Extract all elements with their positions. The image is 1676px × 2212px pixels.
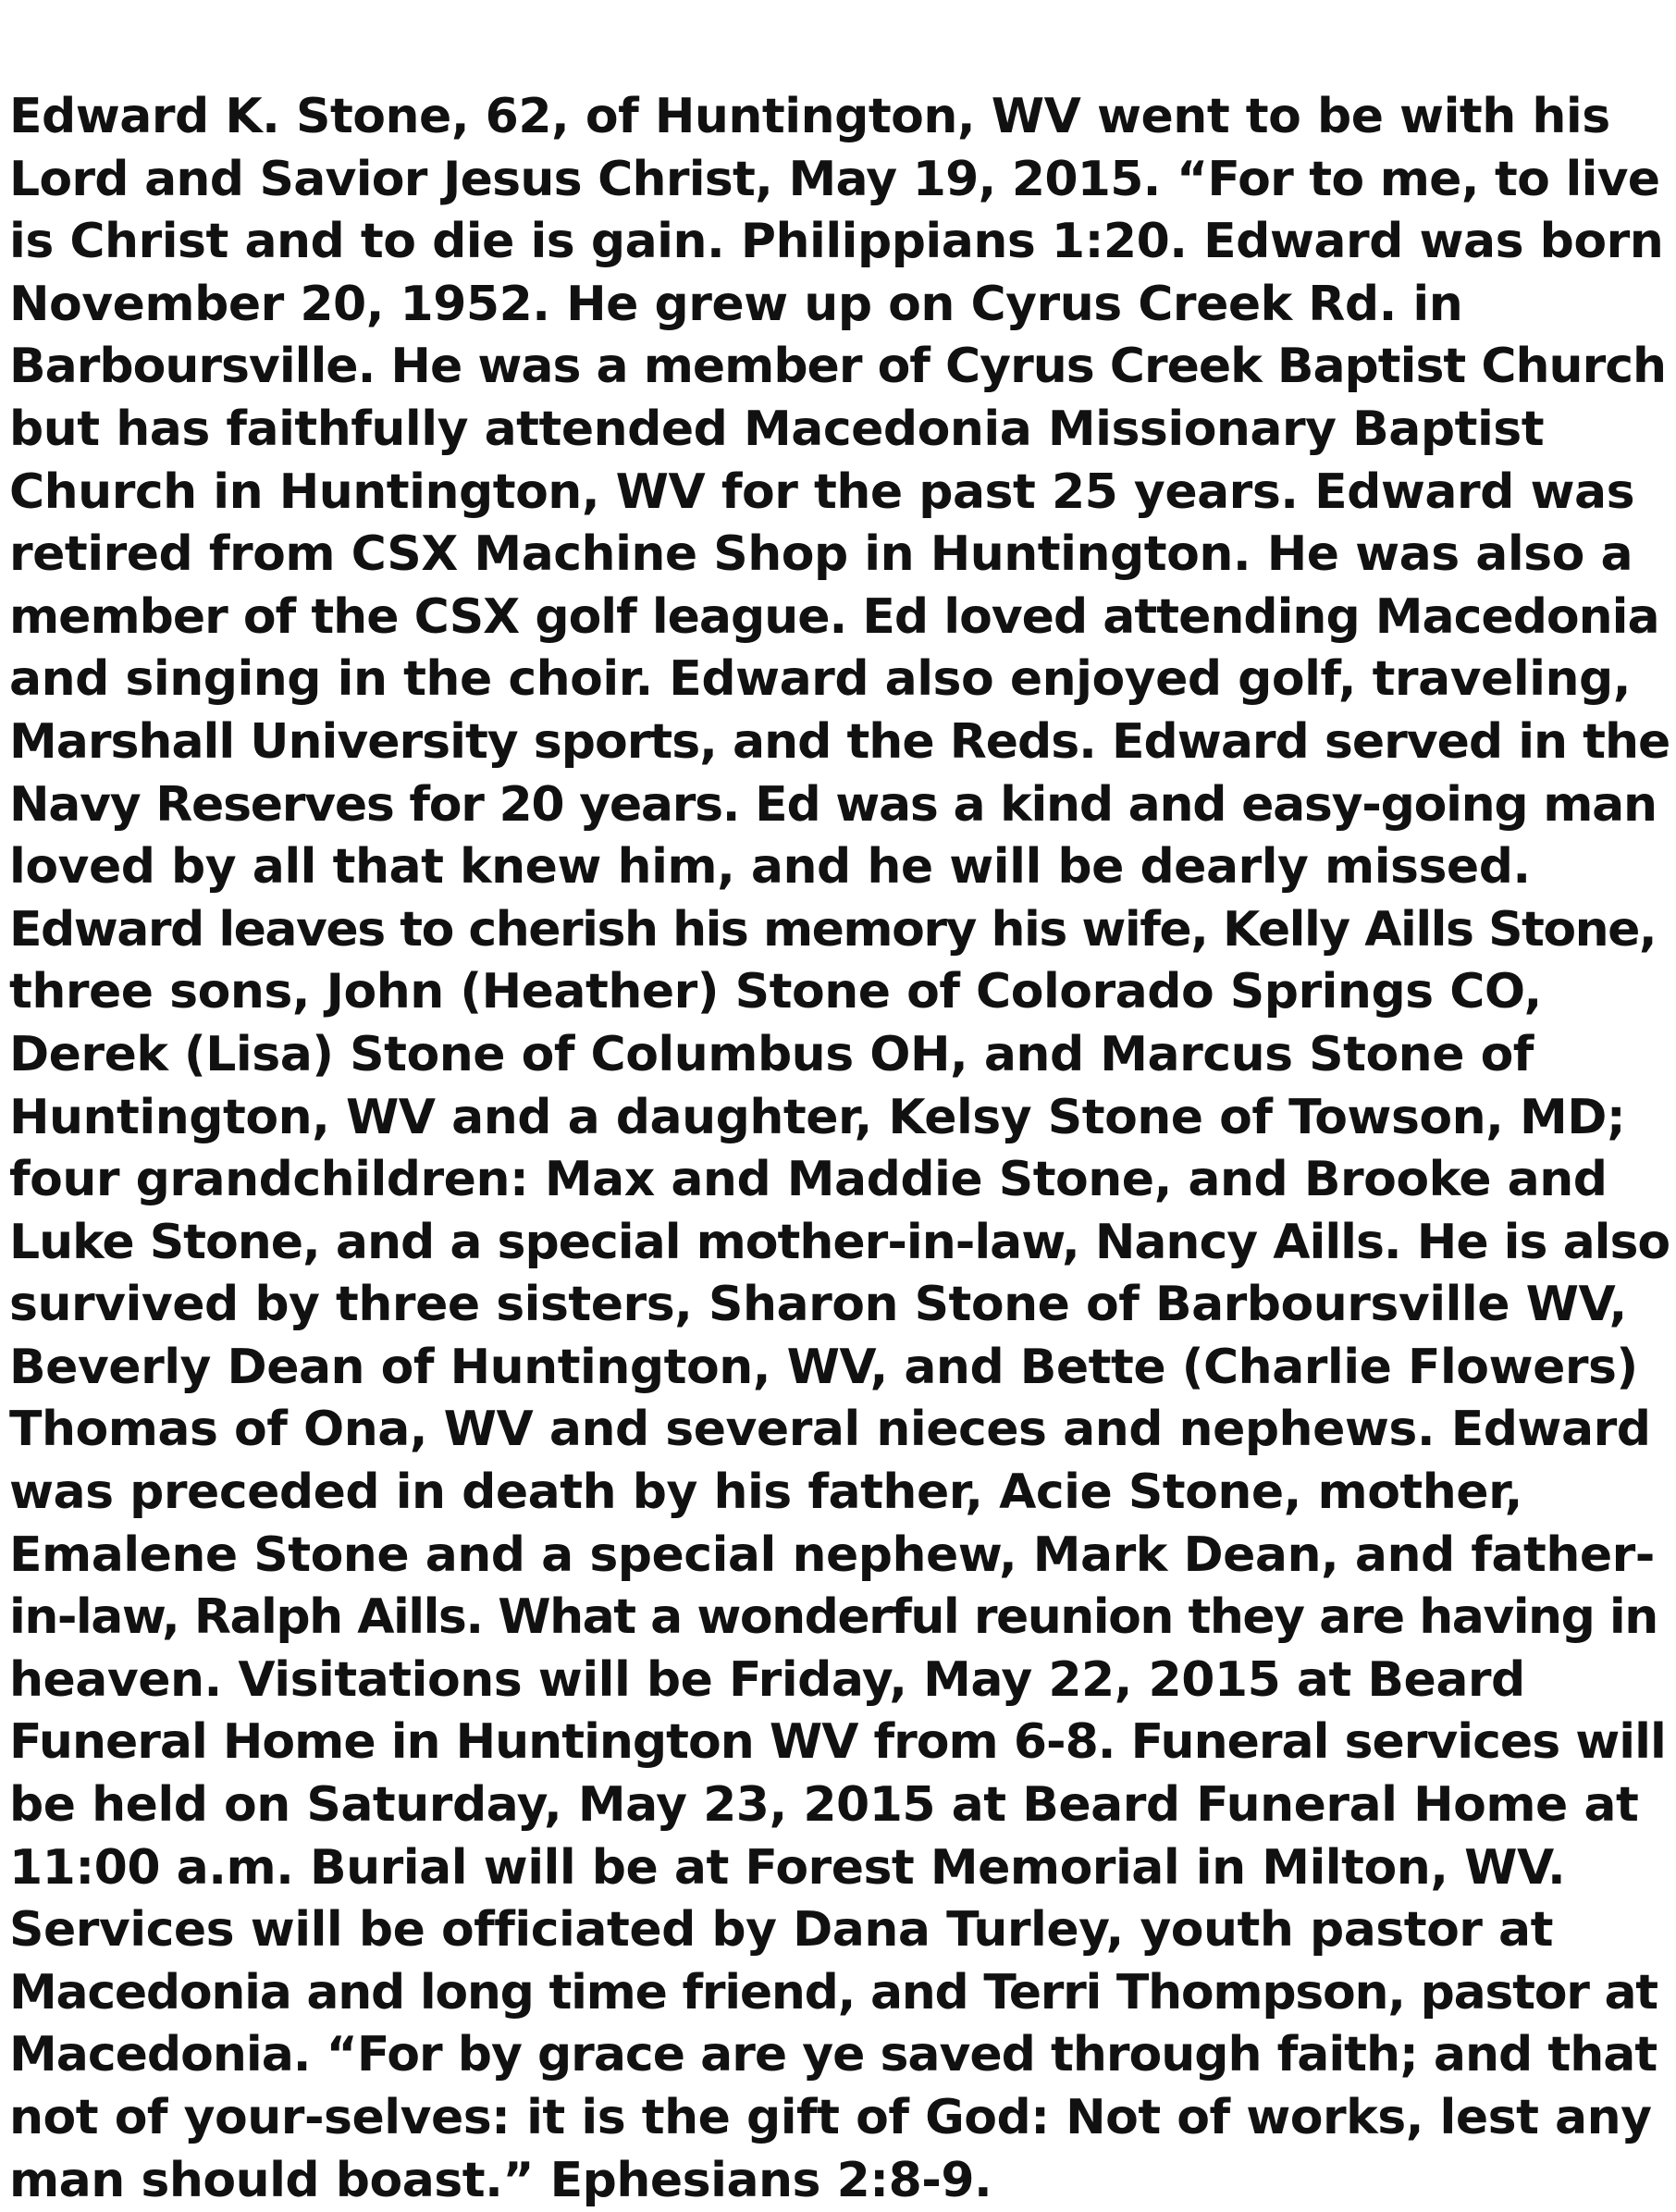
text-line: Huntington, WV and a daughter, Kelsy Stone of Towson, MD; [9,1089,1626,1145]
text-line: Edward K. Stone, 62, of Huntington, WV went to be with his [9,89,1610,144]
text-line: Thomas of Ona, WV and several nieces and nephews. Edward [9,1402,1651,1458]
text-line: Lord and Savior Jesus Christ, May 19, 2015. “For to me, to live [9,151,1660,207]
text-line: man should boast.” Ephesians 2:8-9. [9,2152,992,2208]
text-line: November 20, 1952. He grew up on Cyrus Creek Rd. in [9,276,1463,332]
text-line: 11:00 a.m. Burial will be at Forest Memorial in Milton, WV. [9,1839,1566,1896]
text-line: heaven. Visitations will be Friday, May 22, 2015 at Beard [9,1651,1525,1708]
text-line: Navy Reserves for 20 years. Ed was a kind and easy-going man [9,776,1657,833]
text-line: Church in Huntington, WV for the past 25 years. Edward was [9,463,1635,520]
text-line: Macedonia. “For by grace are ye saved through faith; and that [9,2027,1658,2083]
text-line: not of your-selves: it is the gift of God: Not of works, lest any [9,2090,1652,2145]
text-line: was preceded in death by his father, Acie Stone, mother, [9,1464,1522,1521]
text-line: Edward leaves to cherish his memory his wife, Kelly Aills Stone, [9,901,1657,958]
text-line: be held on Saturday, May 23, 2015 at Beard Funeral Home at [9,1777,1639,1834]
text-line: Barboursville. He was a member of Cyrus Creek Baptist Church [9,339,1667,395]
text-line: Marshall University sports, and the Reds. Edward served in the [9,713,1670,770]
text-line: Services will be officiated by Dana Turley, youth pastor at [9,1902,1554,1959]
text-line: but has faithfully attended Macedonia Missionary Baptist [9,401,1545,457]
text-line: three sons, John (Heather) Stone of Colorado Springs CO, [9,964,1542,1020]
text-line: Macedonia and long time friend, and Terri Thompson, pastor at [9,1964,1658,2020]
text-line: loved by all that knew him, and he will be dearly missed. [9,839,1531,896]
text-line: Emalene Stone and a special nephew, Mark Dean, and father- [9,1526,1655,1583]
text-line: in-law, Ralph Aills. What a wonderful reunion they are having in [9,1589,1658,1646]
obituary-text [9,86,1670,2212]
text-line: and singing in the choir. Edward also enjoyed golf, traveling, [9,651,1631,708]
text-line: four grandchildren: Max and Maddie Stone, and Brooke and [9,1152,1608,1208]
text-line: member of the CSX golf league. Ed loved attending Macedonia [9,588,1659,645]
text-line: retired from CSX Machine Shop in Huntington. He was also a [9,526,1633,583]
text-line: survived by three sisters, Sharon Stone of Barboursville WV, [9,1277,1627,1333]
text-line: Beverly Dean of Huntington, WV, and Bette (Charlie Flowers) [9,1339,1638,1395]
text-line: is Christ and to die is gain. Philippians 1:20. Edward was born [9,214,1664,270]
text-line: Funeral Home in Huntington WV from 6-8. Funeral services will [9,1714,1666,1771]
text-line: Derek (Lisa) Stone of Columbus OH, and Marcus Stone of [9,1026,1534,1082]
text-line: Luke Stone, and a special mother-in-law, Nancy Aills. He is also [9,1214,1670,1270]
